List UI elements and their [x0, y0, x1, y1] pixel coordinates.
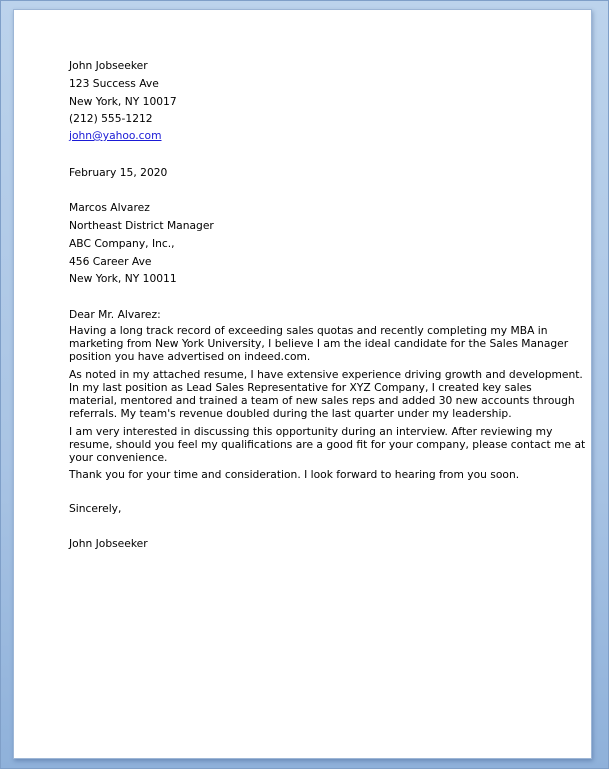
paragraph-line: referrals. My team's revenue doubled during the last quarter under my leadership.	[69, 407, 512, 420]
paragraph-line: your convenience.	[69, 451, 168, 464]
paragraph-line: As noted in my attached resume, I have extensive experience driving growth and development.	[69, 368, 583, 381]
paragraph-line: Thank you for your time and consideration. I look forward to hearing from you soon.	[69, 468, 520, 481]
salutation: Dear Mr. Alvarez:	[69, 308, 161, 321]
paragraph-line: position you have advertised on indeed.com.	[69, 350, 311, 363]
sender-name: John Jobseeker	[69, 59, 148, 72]
sender-city: New York, NY 10017	[69, 95, 177, 108]
sender-email-link[interactable]: john@yahoo.com	[69, 129, 162, 142]
recipient-street: 456 Career Ave	[69, 255, 152, 268]
sender-street: 123 Success Ave	[69, 77, 159, 90]
paragraph-line: resume, should you feel my qualifications are a good fit for your company, please contact me at	[69, 438, 586, 451]
paragraph-line: material, mentored and trained a team of new sales reps and added 30 new accounts through	[69, 394, 575, 407]
letter-page	[13, 9, 592, 759]
sender-phone: (212) 555-1212	[69, 112, 153, 125]
letter-date: February 15, 2020	[69, 166, 168, 179]
recipient-title: Northeast District Manager	[69, 219, 214, 232]
recipient-company: ABC Company, Inc.,	[69, 237, 175, 250]
paragraph-line: I am very interested in discussing this opportunity during an interview. After reviewing my	[69, 425, 553, 438]
paragraph-line: marketing from New York University, I believe I am the ideal candidate for the Sales Manager	[69, 337, 569, 350]
paragraph-line: In my last position as Lead Sales Representative for XYZ Company, I created key sales	[69, 381, 532, 394]
paragraph-line: Having a long track record of exceeding sales quotas and recently completing my MBA in	[69, 324, 548, 337]
signature-name: John Jobseeker	[69, 537, 148, 550]
closing: Sincerely,	[69, 502, 122, 515]
recipient-name: Marcos Alvarez	[69, 201, 150, 214]
recipient-city: New York, NY 10011	[69, 272, 177, 285]
